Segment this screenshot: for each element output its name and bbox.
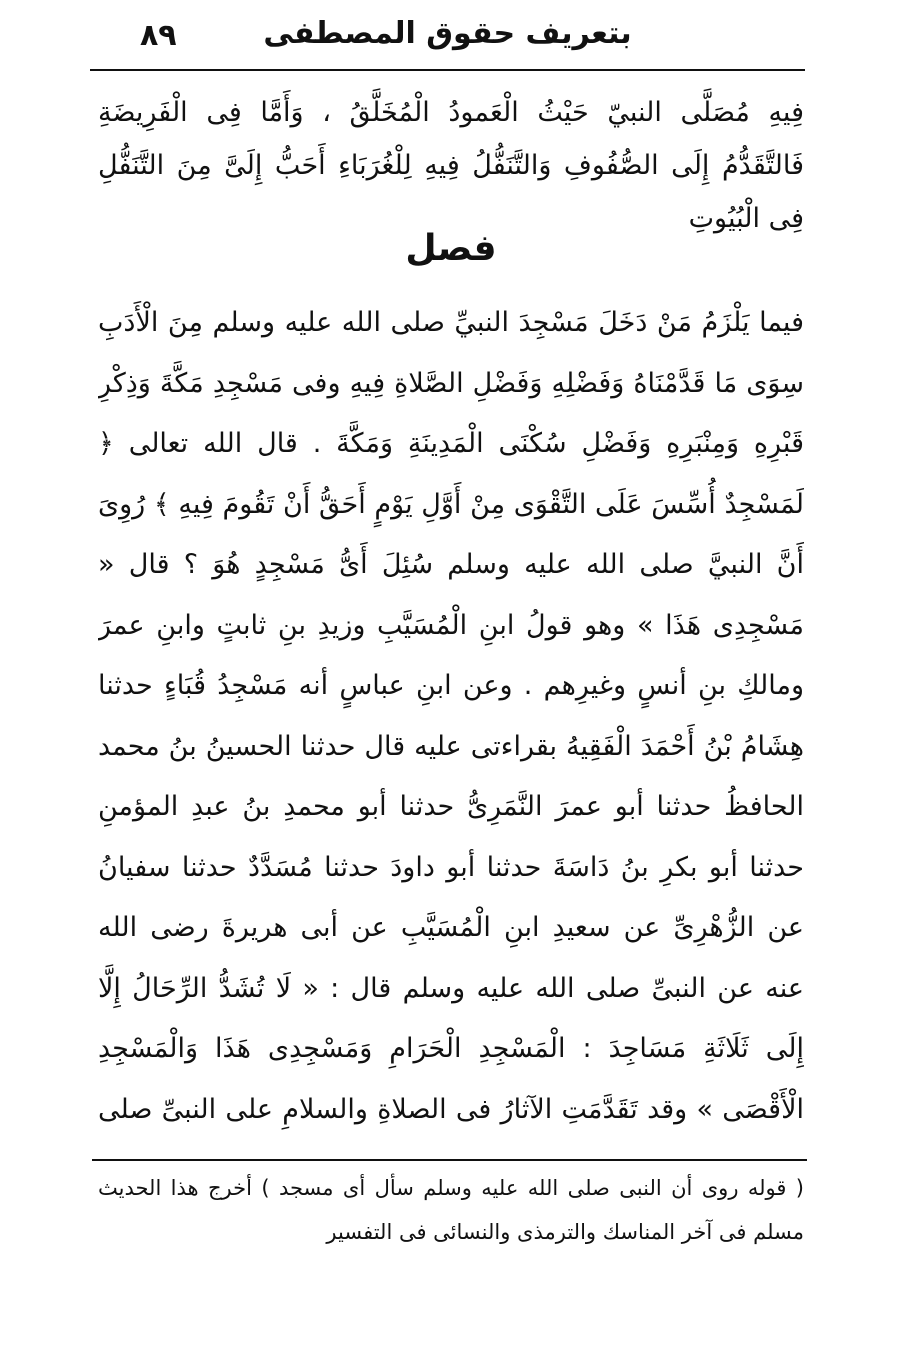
page-number: ٨٩ xyxy=(140,18,177,53)
footnote xyxy=(98,1166,804,1254)
section-heading: فصل xyxy=(405,228,497,269)
running-title: بتعريف حقوق المصطفى xyxy=(263,16,632,51)
intro-paragraph: فِيهِ مُصَلَّى النبيّ حَيْثُ الْعَمودُ الْمُخَلَّقُ ، وَأَمَّا فِى الْفَرِيضَةِ فَالتَّقَدُّمُ إِلَى الصُّفُوفِ وَالتَّنَفُّلُ فِيهِ لِلْغُرَبَاءِ أَحَبُّ إِلَىَّ مِنَ التَّنَفُّلِ فِى الْبُيُوتِ xyxy=(98,97,804,234)
header-divider xyxy=(90,69,805,71)
footnote-text: ( قوله روى أن النبى صلى الله عليه وسلم سأل أى مسجد ) أخرج هذا الحديث مسلم فى آخر المناسك والترمذى والنسائى فى التفسير xyxy=(98,1176,804,1244)
main-paragraph: فيما يَلْزَمُ مَنْ دَخَلَ مَسْجِدَ النبيِّ صلى الله عليه وسلم مِنَ الْأَدَبِ سِوَى مَا قَدَّمْنَاهُ وَفَضْلِهِ وَفَضْلِ الصَّلاةِ فِيهِ وفى مَسْجِدِ مَكَّةَ وَذِكْرِ قَبْرِهِ وَمِنْبَرِهِ وَفَضْلِ سُكْنَى الْمَدِينَةِ وَمَكَّةَ . قال الله تعالى ﴿ لَمَسْجِدٌ أُسِّسَ عَلَى التَّقْوَى مِنْ أَوَّلِ يَوْمٍ أَحَقُّ أَنْ تَقُومَ فِيهِ ﴾ رُوِىَ أَنَّ النبيَّ صلى الله عليه وسلم سُئِلَ أَىُّ مَسْجِدٍ هُوَ ؟ قال « مَسْجِدِى هَذَا » وهو قولُ ابنِ الْمُسَيَّبِ وزيدِ بنِ ثابتٍ وابنِ عمرَ ومالكِ بنِ أنسٍ وغيرِهم . وعن ابنِ عباسٍ أنه مَسْجِدُ قُبَاءٍ حدثنا هِشَامُ بْنُ أَحْمَدَ الْفَقِيهُ بقراءتى عليه قال حدثنا الحسينُ بنُ محمد الحافظُ حدثنا أبو عمرَ النَّمَرِىُّ حدثنا أبو محمدِ بنُ عبدِ المؤمنِ حدثنا أبو بكرِ بنُ دَاسَةَ حدثنا أبو داودَ حدثنا مُسَدَّدٌ حدثنا سفيانُ عن الزُّهْرِىِّ عن سعيدِ ابنِ الْمُسَيَّبِ عن أبى هريرةَ رضى الله عنه عن النبىِّ صلى الله عليه وسلم قال : « لَا تُشَدُّ الرِّحَالُ إِلَّا إِلَى ثَلَاثَةِ مَسَاجِدَ : الْمَسْجِدِ الْحَرَامِ وَمَسْجِدِى هَذَا وَالْمَسْجِدِ الْأَقْصَى » وقد تَقَدَّمَتِ الآثارُ فى الصلاةِ والسلامِ على النبىِّ صلى xyxy=(98,307,804,1125)
page-header xyxy=(90,14,805,64)
footnote-divider xyxy=(92,1159,807,1161)
